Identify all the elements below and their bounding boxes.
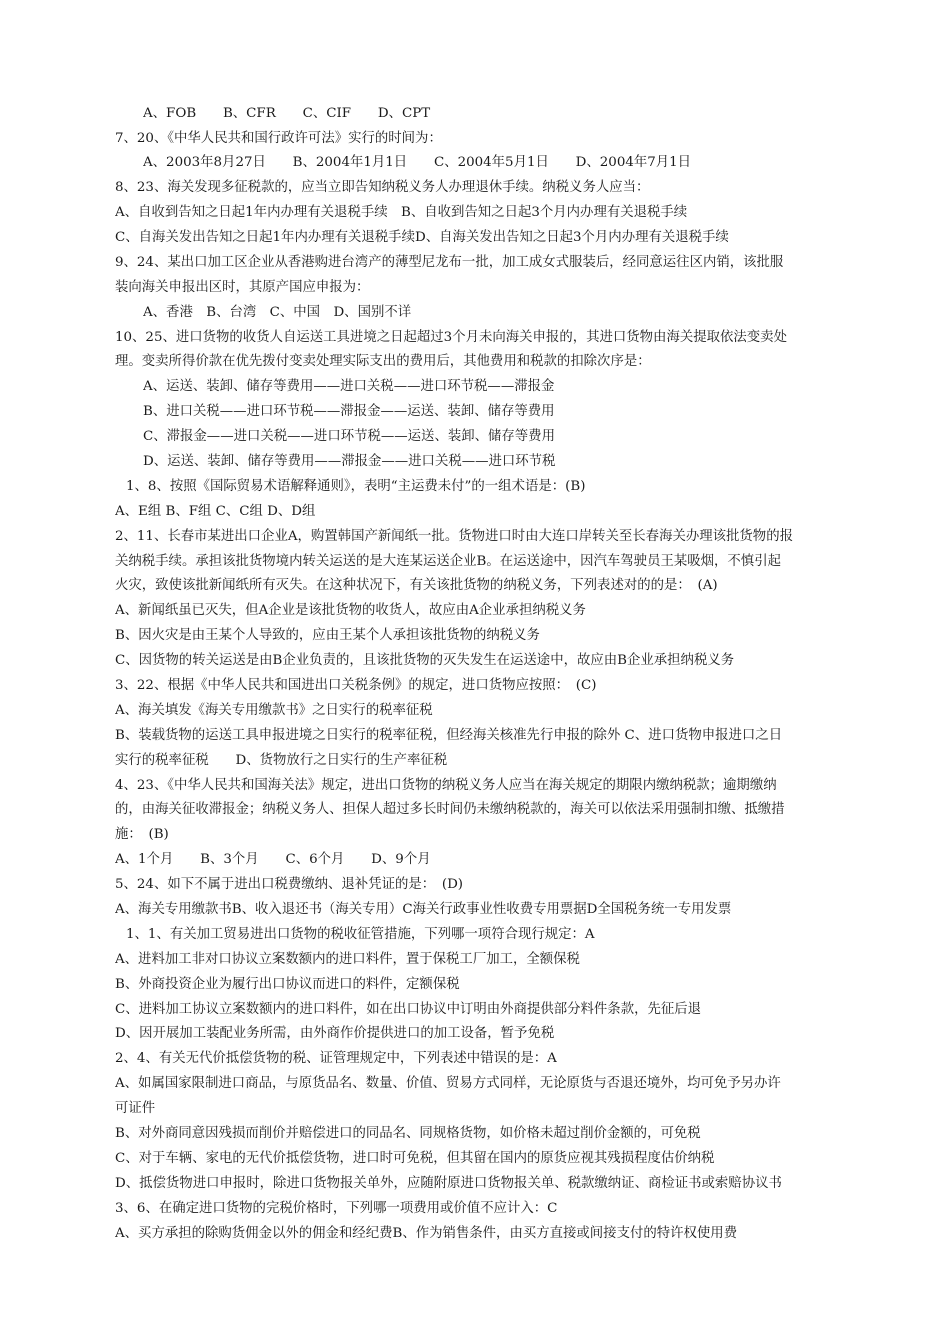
text-line: A、如属国家限制进口商品，与原货品名、数量、价值、贸易方式同样，无论原货与否退还境外，均可免予另办许 — [115, 1076, 781, 1091]
text-line: 3、6、在确定进口货物的完税价格时，下列哪一项费用或价值不应计入：C — [115, 1201, 558, 1216]
text-line: 1、8、按照《国际贸易术语解释通则》，表明“主运费未付”的一组术语是：(B) — [126, 479, 586, 494]
text-line: A、海关填发《海关专用缴款书》之日实行的税率征税 — [115, 703, 433, 718]
text-line: B、装载货物的运送工具申报进境之日实行的税率征税，但经海关核准先行申报的除外 C、进口货物申报进口之日 — [115, 728, 783, 743]
text-line: D、因开展加工装配业务所需，由外商作价提供进口的加工设备，暂予免税 — [115, 1026, 555, 1041]
text-line: D、运送、装卸、储存等费用——滞报金——进口关税——进口环节税 — [143, 454, 556, 469]
text-line: A、E组 B、F组 C、C组 D、D组 — [115, 504, 316, 519]
text-line: A、进料加工非对口协议立案数额内的进口料件，置于保税工厂加工，全额保税 — [115, 952, 580, 967]
text-line: A、FOB B、CFR C、CIF D、CPT — [143, 106, 431, 121]
text-line: 实行的税率征税 D、货物放行之日实行的生产率征税 — [115, 753, 448, 768]
text-line: C、进料加工协议立案数额内的进口料件，如在出口协议中订明由外商提供部分料件条款，先征后退 — [115, 1002, 702, 1017]
text-line: C、因货物的转关运送是由B企业负责的，且该批货物的灭失发生在运送途中，故应由B企业承担纳税义务 — [115, 653, 735, 668]
text-line: C、滞报金——进口关税——进口环节税——运送、装卸、储存等费用 — [143, 429, 555, 444]
text-line: A、2003年8月27日 B、2004年1月1日 C、2004年5月1日 D、2004年7月1日 — [143, 155, 692, 170]
text-line: 理。变卖所得价款在优先拨付变卖处理实际支出的费用后，其他费用和税款的扣除次序是： — [115, 354, 651, 369]
text-line: 8、23、海关发现多征税款的，应当立即告知纳税义务人办理退休手续。纳税义务人应当： — [115, 180, 650, 195]
text-line: 关纳税手续。承担该批货物境内转关运送的是大连某运送企业B。在运送途中，因汽车驾驶员王某吸烟，不慎引起 — [115, 554, 781, 569]
text-line: 1、1、有关加工贸易进出口货物的税收征管措施，下列哪一项符合现行规定：A — [126, 927, 595, 942]
text-line: 10、25、进口货物的收货人自运送工具进境之日起超过3个月未向海关申报的，其进口货物由海关提取依法变卖处 — [115, 330, 787, 345]
text-line: 3、22、根据《中华人民共和国进出口关税条例》的规定，进口货物应按照： (C) — [115, 678, 597, 693]
text-line: A、买方承担的除购货佣金以外的佣金和经纪费B、作为销售条件，由买方直接或间接支付的特许权使用费 — [115, 1226, 738, 1241]
text-line: A、自收到告知之日起1年内办理有关退税手续 B、自收到告知之日起3个月内办理有关退税手续 — [115, 205, 688, 220]
text-line: B、因火灾是由王某个人导致的，应由王某个人承担该批货物的纳税义务 — [115, 628, 540, 643]
text-line: A、新闻纸虽已灭失，但A企业是该批货物的收货人，故应由A企业承担纳税义务 — [115, 603, 586, 618]
text-line: 2、11、长春市某进出口企业A，购置韩国产新闻纸一批。货物进口时由大连口岸转关至长春海关办理该批货物的报 — [115, 529, 793, 544]
text-line: 2、4、有关无代价抵偿货物的税、证管理规定中，下列表述中错误的是：A — [115, 1051, 557, 1066]
text-line: B、进口关税——进口环节税——滞报金——运送、装卸、储存等费用 — [143, 404, 555, 419]
text-line: A、香港 B、台湾 C、中国 D、国别不详 — [143, 305, 412, 320]
text-line: 7、20、《中华人民共和国行政许可法》实行的时间为： — [115, 131, 442, 146]
text-line: 装向海关申报出区时，其原产国应申报为： — [115, 280, 370, 295]
text-line: 的，由海关征收滞报金；纳税义务人、担保人超过多长时间仍未缴纳税款的，海关可以依法采用强制扣缴、抵缴措 — [115, 802, 785, 817]
text-line: A、海关专用缴款书B、收入退还书（海关专用）C海关行政事业性收费专用票据D全国税务统一专用发票 — [115, 902, 732, 917]
text-line: 4、23、《中华人民共和国海关法》规定，进出口货物的纳税义务人应当在海关规定的期限内缴纳税款；逾期缴纳 — [115, 778, 777, 793]
text-line: 5、24、如下不属于进出口税费缴纳、退补凭证的是： (D) — [115, 877, 464, 892]
text-line: A、运送、装卸、储存等费用——进口关税——进口环节税——滞报金 — [143, 379, 555, 394]
text-line: B、对外商同意因残损而削价并赔偿进口的同品名、同规格货物，如价格未超过削价金额的，可免税 — [115, 1126, 701, 1141]
text-line: B、外商投资企业为履行出口协议而进口的料件，定额保税 — [115, 977, 460, 992]
text-line: C、自海关发出告知之日起1年内办理有关退税手续D、自海关发出告知之日起3个月内办理有关退税手续 — [115, 230, 729, 245]
text-line: 火灾，致使该批新闻纸所有灭失。在这种状况下，有关该批货物的纳税义务，下列表述对的的是： (A) — [115, 578, 718, 593]
text-line: A、1个月 B、3个月 C、6个月 D、9个月 — [115, 852, 431, 867]
text-line: 可证件 — [115, 1101, 156, 1116]
text-line: 施： (B) — [115, 827, 169, 842]
text-line: 9、24、某出口加工区企业从香港购进台湾产的薄型尼龙布一批，加工成女式服装后，经同意运往区内销，该批服 — [115, 255, 784, 270]
text-line: C、对于车辆、家电的无代价抵偿货物，进口时可免税，但其留在国内的原货应视其残损程度估价纳税 — [115, 1151, 715, 1166]
text-line: D、抵偿货物进口申报时，除进口货物报关单外，应随附原进口货物报关单、税款缴纳证、商检证书或索赔协议书 — [115, 1176, 782, 1191]
